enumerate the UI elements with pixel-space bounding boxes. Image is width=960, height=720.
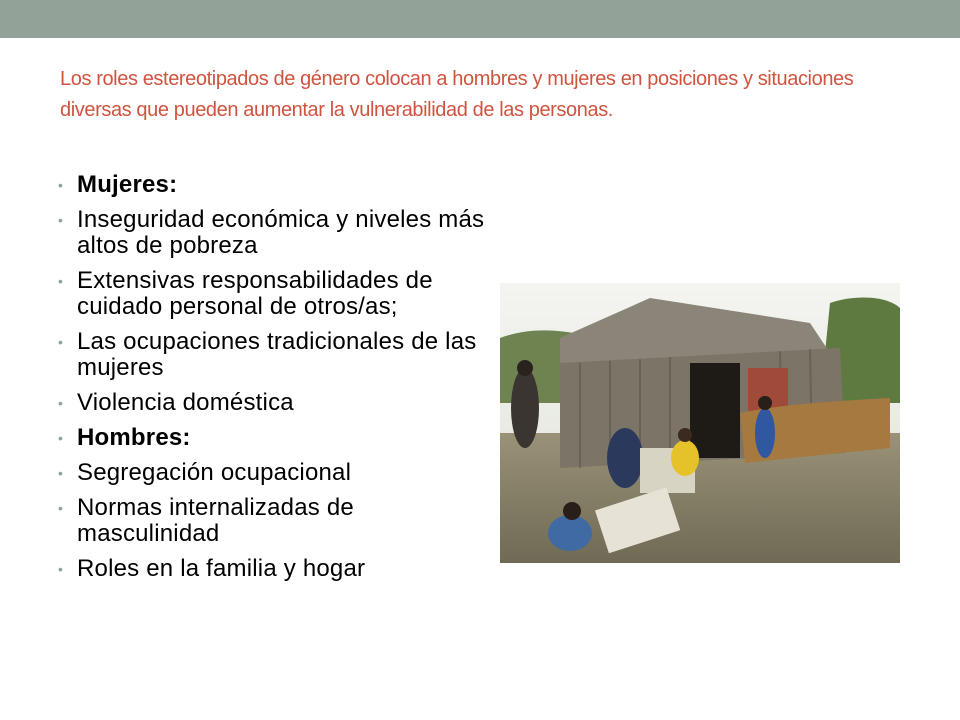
bullet-marker: • xyxy=(58,273,64,289)
bullet-item xyxy=(58,207,498,259)
bullet-item xyxy=(58,425,498,451)
person-left xyxy=(511,368,539,448)
bullet-text: Extensivas responsabilidades de cuidado personal de otros/as; xyxy=(77,267,433,320)
bullet-marker: • xyxy=(58,465,64,481)
bullet-item xyxy=(58,329,498,381)
bullet-item xyxy=(58,390,498,416)
bullet-text: Las ocupaciones tradicionales de las mujeres xyxy=(77,328,477,381)
bullet-marker: • xyxy=(58,430,64,446)
yellow-shirt-child xyxy=(671,440,699,476)
bullet-text: Inseguridad económica y niveles más altos de pobreza xyxy=(77,206,485,259)
bullet-marker: • xyxy=(58,395,64,411)
bullet-text: Hombres: xyxy=(77,424,191,451)
slide-heading: Los roles estereotipados de género colocan a hombres y mujeres en posiciones y situaciones diversas que pueden aumentar la vulnerabilidad de las personas. xyxy=(60,68,854,121)
bullet-text: Violencia doméstica xyxy=(77,389,294,416)
person-right xyxy=(755,408,775,458)
bullet-text: Segregación ocupacional xyxy=(77,459,352,486)
person-center xyxy=(607,428,643,488)
bullet-text: Roles en la familia y hogar xyxy=(77,555,366,582)
bullet-marker: • xyxy=(58,334,64,350)
bullet-marker: • xyxy=(58,177,64,193)
bullet-item xyxy=(58,495,498,547)
bullet-item xyxy=(58,172,498,198)
bullet-item xyxy=(58,268,498,320)
bullet-marker: • xyxy=(58,561,64,577)
bullet-text: Mujeres: xyxy=(77,171,178,198)
bullet-text: Normas internalizadas de masculinidad xyxy=(77,494,354,547)
top-banner xyxy=(0,0,960,38)
bullet-marker: • xyxy=(58,500,64,516)
bullet-item xyxy=(58,460,498,486)
house-doorway xyxy=(690,363,740,458)
flood-photo xyxy=(500,283,900,563)
person-blue-shirt xyxy=(548,515,592,551)
child-head xyxy=(678,428,692,442)
person-left-head xyxy=(517,360,533,376)
person-right-head xyxy=(758,396,772,410)
bullet-marker: • xyxy=(58,212,64,228)
person-blue-head xyxy=(563,502,581,520)
bullet-list xyxy=(58,172,498,591)
bullet-item xyxy=(58,556,498,582)
